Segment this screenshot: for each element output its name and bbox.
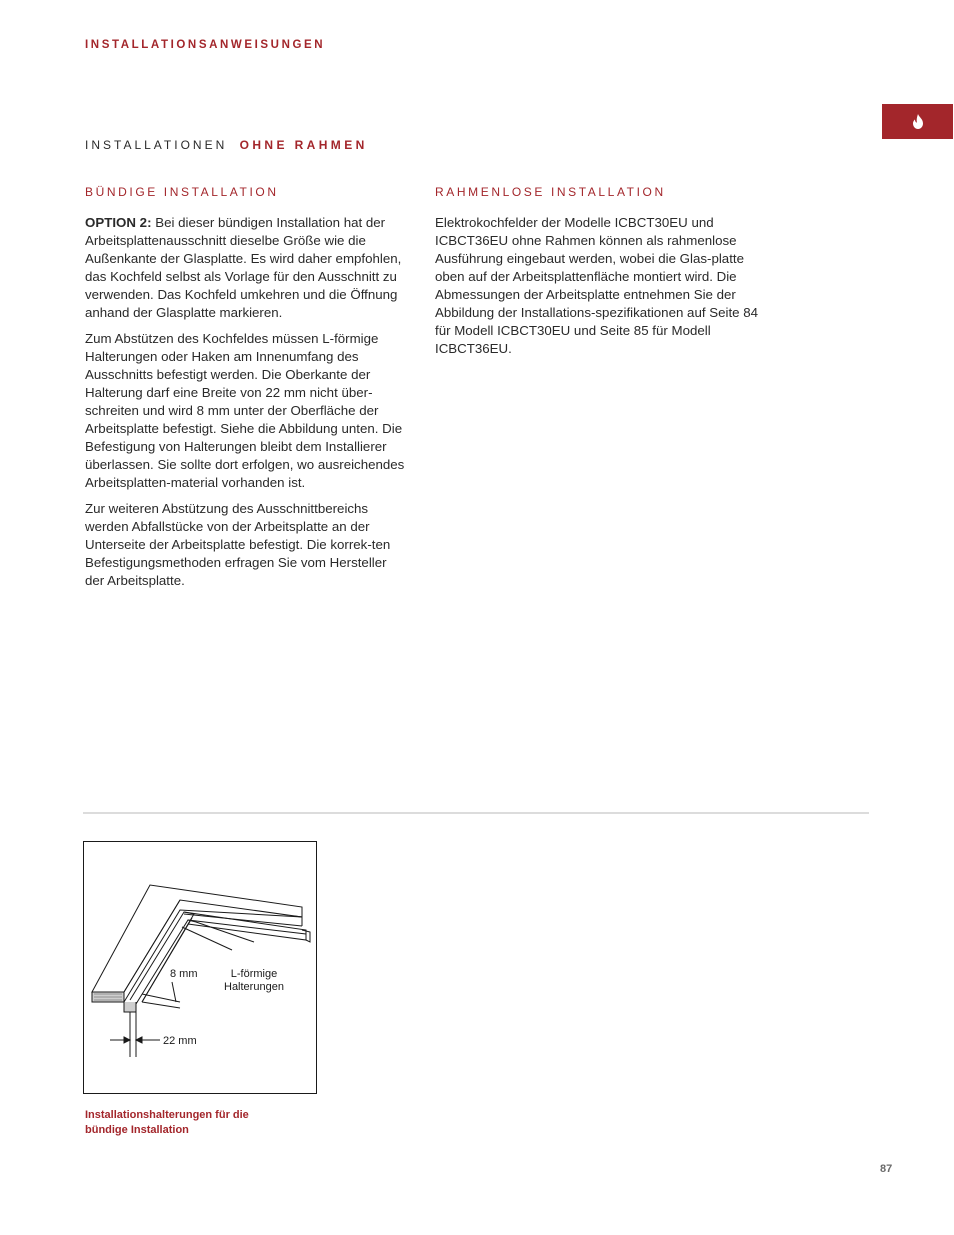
option-lead: OPTION 2: bbox=[85, 215, 152, 230]
option-text: Bei dieser bündigen Installation hat der Arbeitsplattenausschnitt dieselbe Größe wie die Außenkante der Glasplatte. Es wird daher empfohlen, das Kochfeld selbst als Vorlage für den Ausschnitt zu verwenden. Das Kochfeld umkehren und die Öffnung anhand der Glasplatte markieren. bbox=[85, 215, 402, 320]
left-paragraph-1 bbox=[85, 214, 407, 322]
divider bbox=[83, 812, 869, 814]
right-heading: RAHMENLOSE INSTALLATION bbox=[435, 185, 666, 199]
caption-line1: Installationshalterungen für die bbox=[85, 1109, 249, 1121]
section-title-plain: INSTALLATIONEN bbox=[85, 138, 228, 152]
left-paragraph-3: Zur weiteren Abstützung des Ausschnittbereichs werden Abfallstücke von der Arbeitsplatte an der Unterseite der Arbeitsplatte befestigt. Die korrek-ten Befestigungsmethoden erfragen Sie vom Hersteller der Arbeitsplatte. bbox=[85, 501, 391, 588]
label-8mm: 8 mm bbox=[170, 968, 198, 980]
label-brackets bbox=[224, 968, 284, 994]
left-column bbox=[85, 185, 407, 598]
bracket-figure bbox=[83, 841, 317, 1094]
label-brackets-line2: Halterungen bbox=[224, 981, 284, 993]
section-tab[interactable] bbox=[882, 104, 953, 139]
header-title: INSTALLATIONSANWEISUNGEN bbox=[85, 39, 326, 51]
section-title bbox=[85, 138, 368, 152]
left-paragraph-2: Zum Abstützen des Kochfeldes müssen L-förmige Halterungen oder Haken am Innenumfang des Ausschnitts befestigt werden. Die Oberkante der Halterung darf eine Breite von 22 mm nicht über-schreiten und wird 8 mm unter der Oberfläche der Arbeitsplatte befestigt. Siehe die Abbildung unten. Die Befestigung von Halterungen bleibt dem Installierer überlassen. Sie sollte dort erfolgen, wo ausreichendes Arbeitsplatten-material vorhanden ist. bbox=[85, 331, 405, 490]
flame-icon bbox=[912, 114, 924, 129]
figure-caption bbox=[85, 1108, 325, 1138]
left-heading: BÜNDIGE INSTALLATION bbox=[85, 185, 279, 199]
right-column bbox=[435, 185, 775, 366]
right-paragraph-1: Elektrokochfelder der Modelle ICBCT30EU und ICBCT36EU ohne Rahmen können als rahmenlose Ausführung eingebaut werden, wobei die Glas-platte oben auf der Arbeitsplattenfläche montiert wird. Die Abmessungen der Arbeitsplatte entnehmen Sie der Abbildung der Installations-spezifikationen auf Seite 84 für Modell ICBCT30EU und Seite 85 für Modell ICBCT36EU. bbox=[435, 215, 759, 356]
page-number: 87 bbox=[880, 1163, 893, 1175]
label-brackets-line1: L-förmige bbox=[230, 968, 278, 980]
caption-line2: bündige Installation bbox=[85, 1124, 189, 1136]
section-title-bold: OHNE RAHMEN bbox=[239, 138, 368, 152]
label-22mm: 22 mm bbox=[163, 1035, 197, 1047]
